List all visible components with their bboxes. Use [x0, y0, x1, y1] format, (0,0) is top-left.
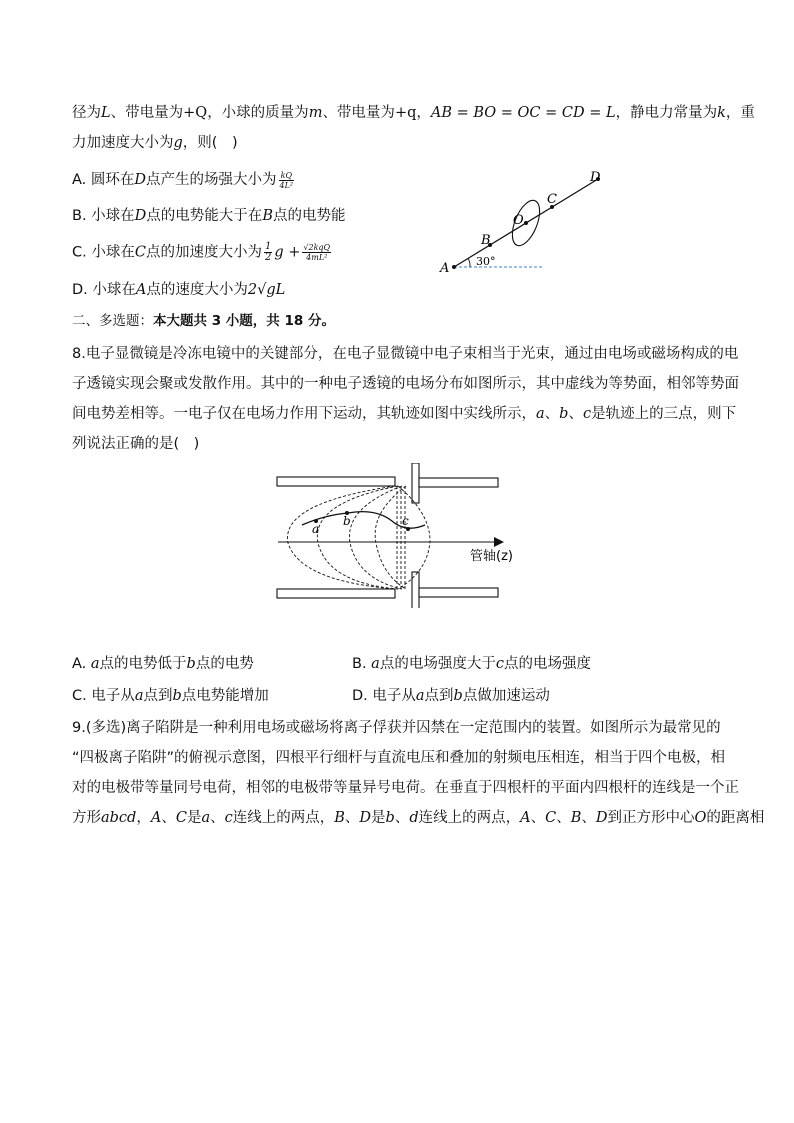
text: B. 小球在 [72, 208, 135, 224]
label-D: D [590, 170, 601, 185]
charge-q: +q [394, 105, 417, 121]
text: 点到 [143, 688, 173, 704]
var: D [134, 172, 147, 188]
point-A [452, 265, 456, 269]
text: 方形 [72, 810, 101, 826]
var: b [453, 688, 463, 704]
var: C [545, 810, 557, 826]
text: 点的速度大小为 [146, 282, 248, 298]
var: abcd [101, 810, 137, 826]
var: C [134, 244, 146, 261]
var-k: k [717, 105, 726, 121]
q8-stem-line2: 子透镜实现会聚或发散作用。其中的一种电子透镜的电场分布如图所示，其中虚线为等势面，相邻等势面 [72, 376, 739, 392]
q8-option-c[interactable] [72, 686, 269, 706]
label-O: O [513, 213, 524, 228]
var-g: g [274, 244, 284, 261]
plus: + [283, 244, 301, 261]
text: 、 [530, 810, 546, 826]
q8-stem-line1: 8.电子显微镜是冷冻电镜中的关键部分，在电子显微镜中电子束相当于光束，通过由电场或磁场构成的电 [72, 346, 739, 362]
section-heading [72, 311, 335, 331]
length-equation: AB = BO = OC = CD = L [430, 105, 616, 121]
text: 、 [556, 810, 571, 826]
text: 点产生的场强大小为 [146, 172, 277, 188]
left-lower-plate [277, 589, 395, 598]
text: 、 [210, 810, 225, 826]
angle-arc [468, 258, 470, 267]
text: 、带电量为 [322, 105, 395, 121]
text: 点的电场强度大于 [379, 656, 496, 672]
text: 的距离相 [706, 810, 765, 826]
text: A. 圆环在 [72, 172, 135, 188]
q7-stem-line1 [72, 103, 755, 123]
point-O [524, 221, 528, 225]
var: D [595, 810, 608, 826]
var-c: c [582, 406, 592, 422]
var: c [495, 656, 504, 672]
var: a [134, 688, 144, 704]
label-angle: 30° [476, 255, 496, 268]
text: ，静电力常量为 [615, 105, 718, 121]
fraction [279, 171, 295, 190]
var: D [359, 810, 372, 826]
var: b [385, 810, 395, 826]
var-m: m [308, 105, 323, 121]
text: 点的电势 [195, 656, 254, 672]
text: ，则( ) [182, 135, 238, 151]
text: 、 [568, 406, 583, 422]
label-C: C [547, 192, 557, 207]
q9-stem-line3: 对的电极带等量同号电荷，相邻的电极带等量异号电荷。在垂直于四根杆的平面内四根杆的连线是一个正 [72, 780, 739, 796]
text: 是 [186, 810, 202, 826]
text: ，重 [725, 105, 755, 121]
var: A [135, 282, 147, 298]
var: b [172, 688, 182, 704]
axis-arrow [494, 537, 504, 547]
text: 、 [544, 406, 560, 422]
left-upper-plate [277, 477, 395, 486]
q9-stem-line1: 9.(多选)离子陷阱是一种利用电场或磁场将离子俘获并囚禁在一定范围内的装置。如图所示为最常见的 [72, 720, 721, 736]
q7-figure [430, 165, 620, 280]
text: A. [72, 656, 91, 672]
q8-option-d[interactable] [352, 686, 550, 706]
right-upper-vertical [412, 463, 419, 503]
var: D [134, 208, 147, 224]
fraction [302, 243, 331, 262]
label-a: a [312, 522, 320, 536]
text: 点做加速运动 [462, 688, 550, 704]
label-B: B [481, 233, 491, 248]
q8-option-a[interactable] [72, 654, 254, 674]
denominator: 4L² [279, 180, 294, 190]
var: b [186, 656, 196, 672]
equipotential-lines [287, 486, 430, 589]
text: 到正方形中心 [607, 810, 695, 826]
text: 是轨迹上的三点，则下 [591, 406, 737, 422]
var: O [694, 810, 707, 826]
text: C. 电子从 [72, 688, 135, 704]
var: B [570, 810, 582, 826]
text: 、 [161, 810, 176, 826]
var: a [201, 810, 211, 826]
text: 点的电势低于 [99, 656, 187, 672]
text: 、带电量为 [110, 105, 184, 121]
q7-stem-line2 [72, 133, 238, 153]
text: ， [416, 105, 431, 121]
var: B [334, 810, 345, 826]
label-A: A [440, 261, 450, 276]
text: 力加速度大小为 [72, 135, 174, 151]
text: D. 电子从 [352, 688, 416, 704]
label-c: c [402, 514, 409, 528]
q8-stem-line3 [72, 404, 736, 424]
var-a: a [536, 406, 545, 422]
q8-stem-line4: 列说法正确的是( ) [72, 436, 200, 452]
var: a [415, 688, 425, 704]
numerator: √2kqQ [303, 243, 331, 252]
text: 点的电势能大于在 [146, 208, 263, 224]
denominator: 4mL² [306, 253, 328, 262]
text: ， [136, 810, 151, 826]
text: 点到 [424, 688, 454, 704]
var-b: b [559, 406, 569, 422]
var: A [150, 810, 162, 826]
text: 点的加速度大小为 [145, 244, 262, 261]
text: B. [352, 656, 372, 672]
q9-stem-line2: “四极离子陷阱”的俯视示意图，四根平行细杆与直流电压和叠加的射频电压相连，相当于四个电极，相 [72, 750, 726, 766]
q9-stem-line4 [72, 808, 764, 828]
var: c [224, 810, 233, 826]
q7-option-b[interactable] [72, 206, 345, 226]
var: d [409, 810, 419, 826]
q7-option-a[interactable] [72, 170, 296, 190]
text: 径为 [72, 105, 101, 121]
q8-figure [270, 463, 540, 608]
right-lower-plate [419, 588, 498, 597]
var: A [520, 810, 531, 826]
right-upper-plate [419, 478, 498, 487]
numerator: 1 [264, 241, 272, 252]
text: ，小球的质量为 [207, 105, 309, 121]
section-label: 二、多选题： [72, 313, 153, 329]
var-L: L [101, 105, 111, 121]
text: 间电势差相等。一电子仅在电场力作用下运动，其轨迹如图中实线所示， [72, 406, 536, 422]
charge-Q: +Q [183, 105, 208, 121]
denominator: 2 [264, 252, 272, 263]
text: 、 [394, 810, 410, 826]
var: a [90, 656, 100, 672]
q7-option-d[interactable] [72, 280, 285, 300]
var: a [371, 656, 380, 672]
label-axis: 管轴(z) [470, 549, 513, 564]
text: D. 小球在 [72, 282, 136, 298]
var: B [262, 208, 273, 224]
var: C [175, 810, 187, 826]
numerator: kQ [279, 171, 295, 181]
label-b: b [343, 514, 351, 528]
velocity-value: 2√gL [247, 282, 286, 298]
text: 、 [344, 810, 360, 826]
text: 连线上的两点， [232, 810, 335, 826]
text: 、 [581, 810, 596, 826]
var-g: g [173, 135, 183, 151]
text: C. 小球在 [72, 244, 135, 261]
q8-option-b[interactable] [352, 654, 591, 674]
text: 点电势能增加 [181, 688, 269, 704]
text: 点的电势能 [272, 208, 346, 224]
text: 点的电场强度 [503, 656, 591, 672]
text: 是 [371, 810, 386, 826]
text: 连线上的两点， [418, 810, 521, 826]
fraction-half [264, 242, 272, 263]
q7-option-c[interactable] [72, 242, 333, 263]
section-detail: 本大题共 3 小题，共 18 分。 [153, 313, 335, 329]
